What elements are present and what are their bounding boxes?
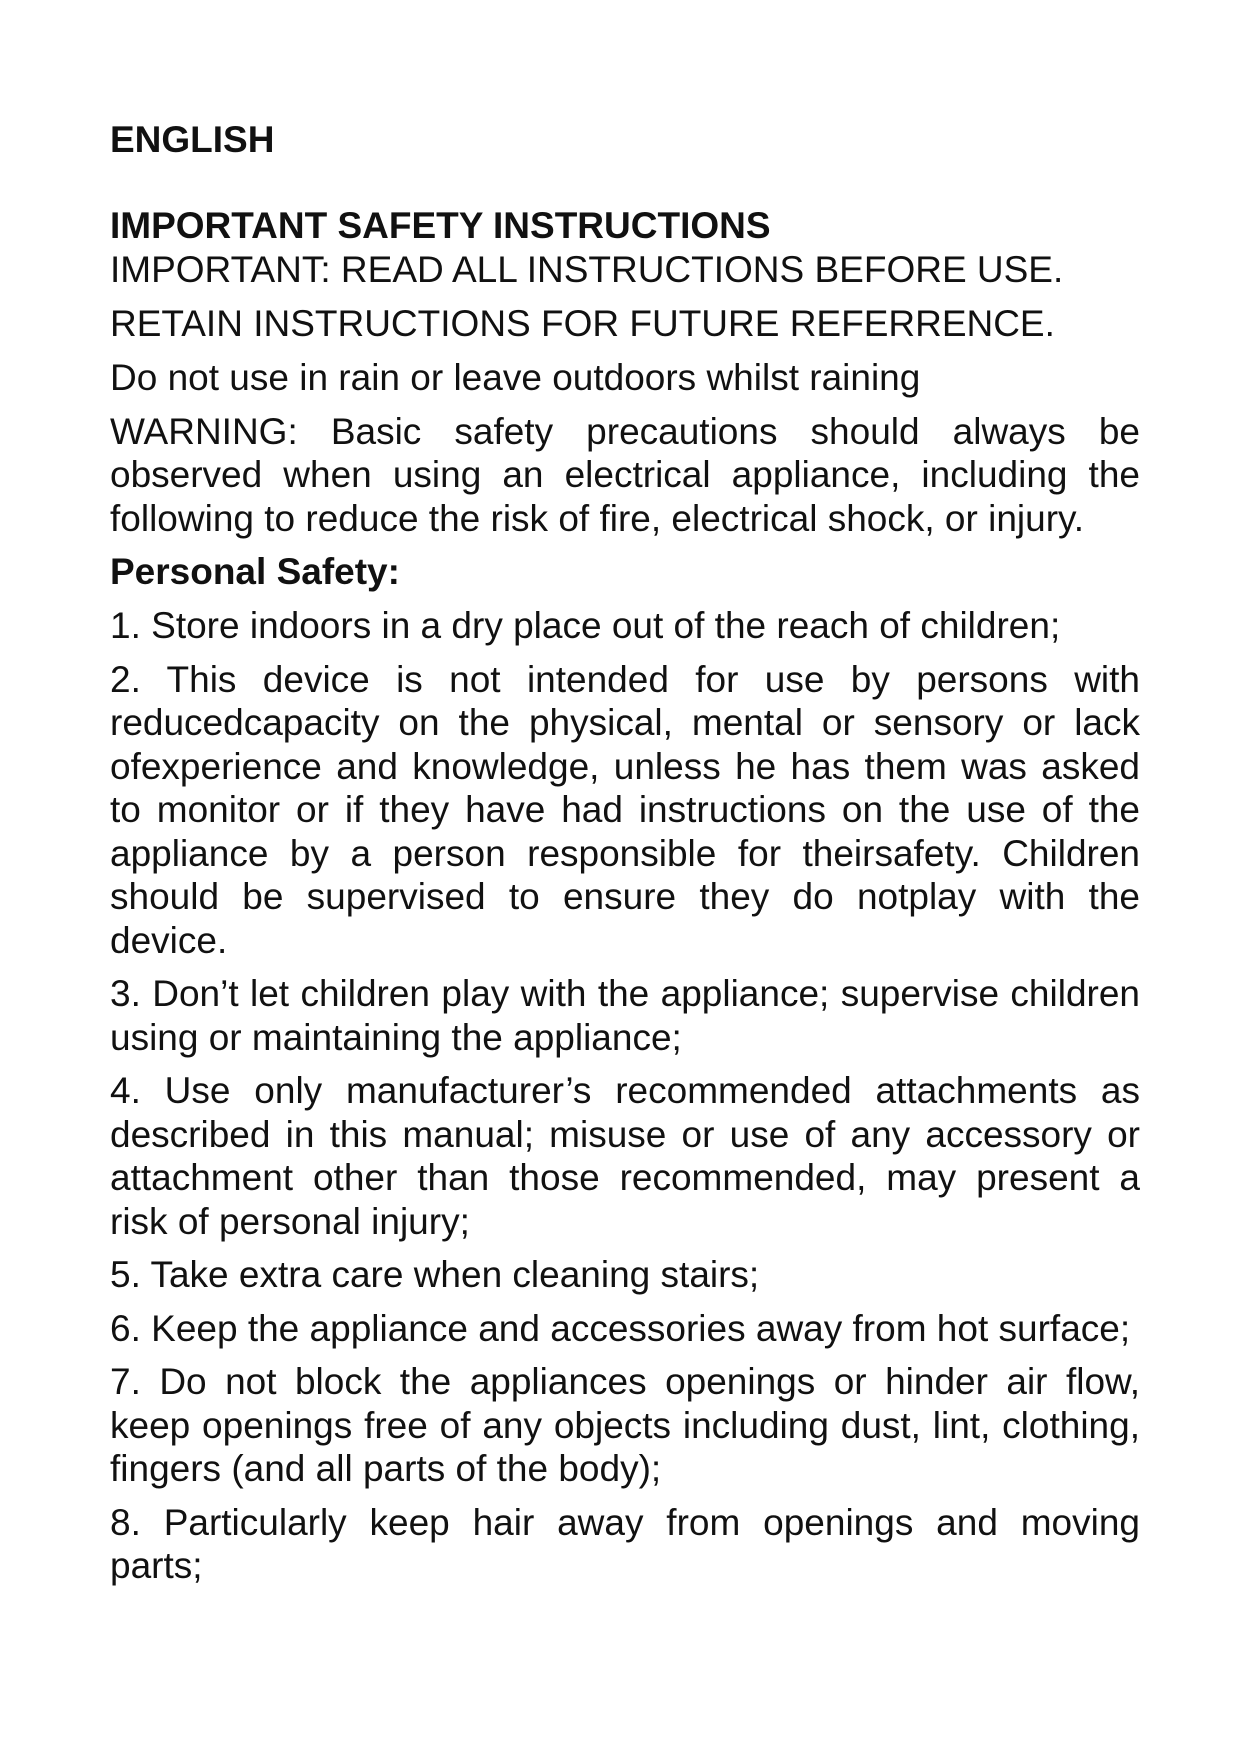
safety-content xyxy=(110,204,1140,1588)
safety-title: IMPORTANT SAFETY INSTRUCTIONS xyxy=(110,205,771,246)
warning-paragraph: WARNING: Basic safety precautions should always be observed when using an electrical appliance, including the following to reduce the risk of fire, electrical shock, or injury. xyxy=(110,410,1140,539)
safety-item: 8. Particularly keep hair away from openings and moving parts; xyxy=(110,1501,1140,1586)
safety-item: 6. Keep the appliance and accessories away from hot surface; xyxy=(110,1307,1131,1349)
safety-item: 2. This device is not intended for use by persons with reducedcapacity on the physical, mental or sensory or lack ofexperience and knowledge, unless he has them was asked to monitor or if they have had instructions on the use of the appliance by a person responsible for theirsafety. Children should be supervised to ensure they do notplay with the device. xyxy=(110,658,1140,961)
retain-notice: RETAIN INSTRUCTIONS FOR FUTURE REFERRENCE. xyxy=(110,302,1055,344)
safety-item: 5. Take extra care when cleaning stairs; xyxy=(110,1254,760,1295)
personal-safety-heading: Personal Safety: xyxy=(110,551,400,592)
read-all-notice: IMPORTANT: READ ALL INSTRUCTIONS BEFORE USE. xyxy=(110,249,1064,290)
language-heading: ENGLISH xyxy=(110,119,275,160)
safety-item: 7. Do not block the appliances openings or hinder air flow, keep openings free of any objects including dust, lint, clothing, fingers (and all parts of the body); xyxy=(110,1361,1140,1489)
rain-notice: Do not use in rain or leave outdoors whilst raining xyxy=(110,356,921,398)
safety-item: 3. Don’t let children play with the appliance; supervise children using or maintaining the appliance; xyxy=(110,973,1140,1058)
safety-item: 4. Use only manufacturer’s recommended attachments as described in this manual; misuse or use of any accessory or attachment other than those recommended, may present a risk of personal injury; xyxy=(110,1070,1140,1242)
safety-item: 1. Store indoors in a dry place out of the reach of children; xyxy=(110,605,1061,646)
